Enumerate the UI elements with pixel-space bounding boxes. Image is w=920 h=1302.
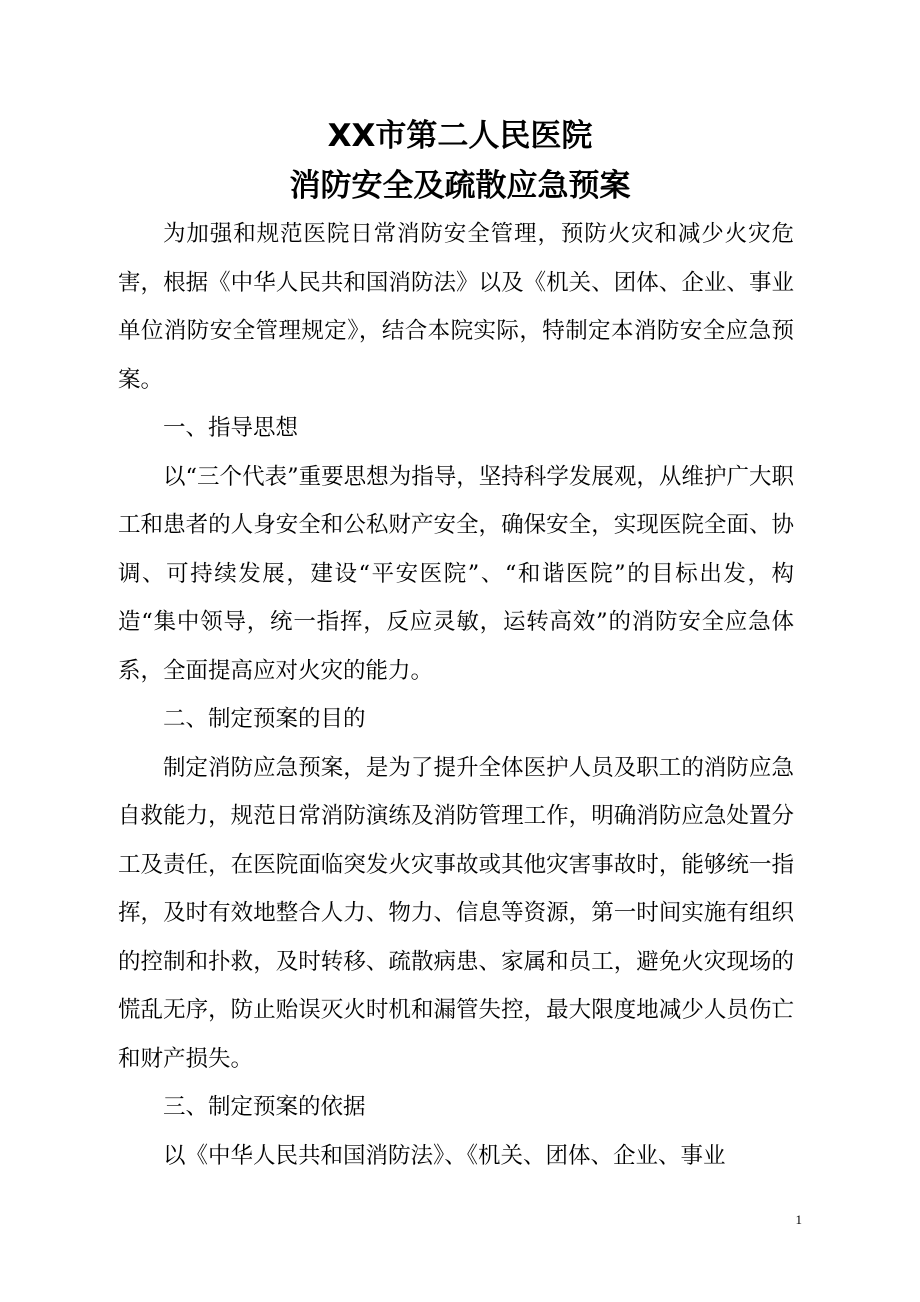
document-title: XX市第二人民医院 (327, 118, 593, 154)
page-number: 1 (795, 1212, 802, 1227)
section-heading-basis: 三、制定预案的依据 (163, 1094, 366, 1120)
section-heading-guiding-ideology: 一、指导思想 (163, 415, 299, 441)
document-subtitle: 消防安全及疏散应急预案 (289, 168, 631, 204)
guiding-ideology-paragraph: 以“三个代表”重要思想为指导，坚持科学发展观，从维护广大职工和患者的人身安全和公私财产安全，确保安全，实现医院全面、协调、可持续发展，建设“平安医院”、“和谐医院”的目标出发，构造“集中领导，统一指挥，反应灵敏，运转高效”的消防安全应急体系，全面提高应对火灾的能力。 (118, 463, 794, 684)
intro-paragraph: 为加强和规范医院日常消防安全管理，预防火灾和减少火灾危害，根据《中华人民共和国消防法》以及《机关、团体、企业、事业单位消防安全管理规定》，结合本院实际，特制定本消防安全应急预案。 (118, 221, 794, 393)
purpose-paragraph: 制定消防应急预案，是为了提升全体医护人员及职工的消防应急自救能力，规范日常消防演练及消防管理工作，明确消防应急处置分工及责任，在医院面临突发火灾事故或其他灾害事故时，能够统一指挥，及时有效地整合人力、物力、信息等资源，第一时间实施有组织的控制和扑救，及时转移、疏散病患、家属和员工，避免火灾现场的慌乱无序，防止贻误灭火时机和漏管失控，最大限度地减少人员伤亡和财产损失。 (118, 754, 794, 1072)
basis-paragraph: 以《中华人民共和国消防法》、《机关、团体、企业、事业 (163, 1142, 726, 1169)
document-body (118, 210, 794, 1180)
section-heading-purpose: 二、制定预案的目的 (163, 706, 366, 732)
